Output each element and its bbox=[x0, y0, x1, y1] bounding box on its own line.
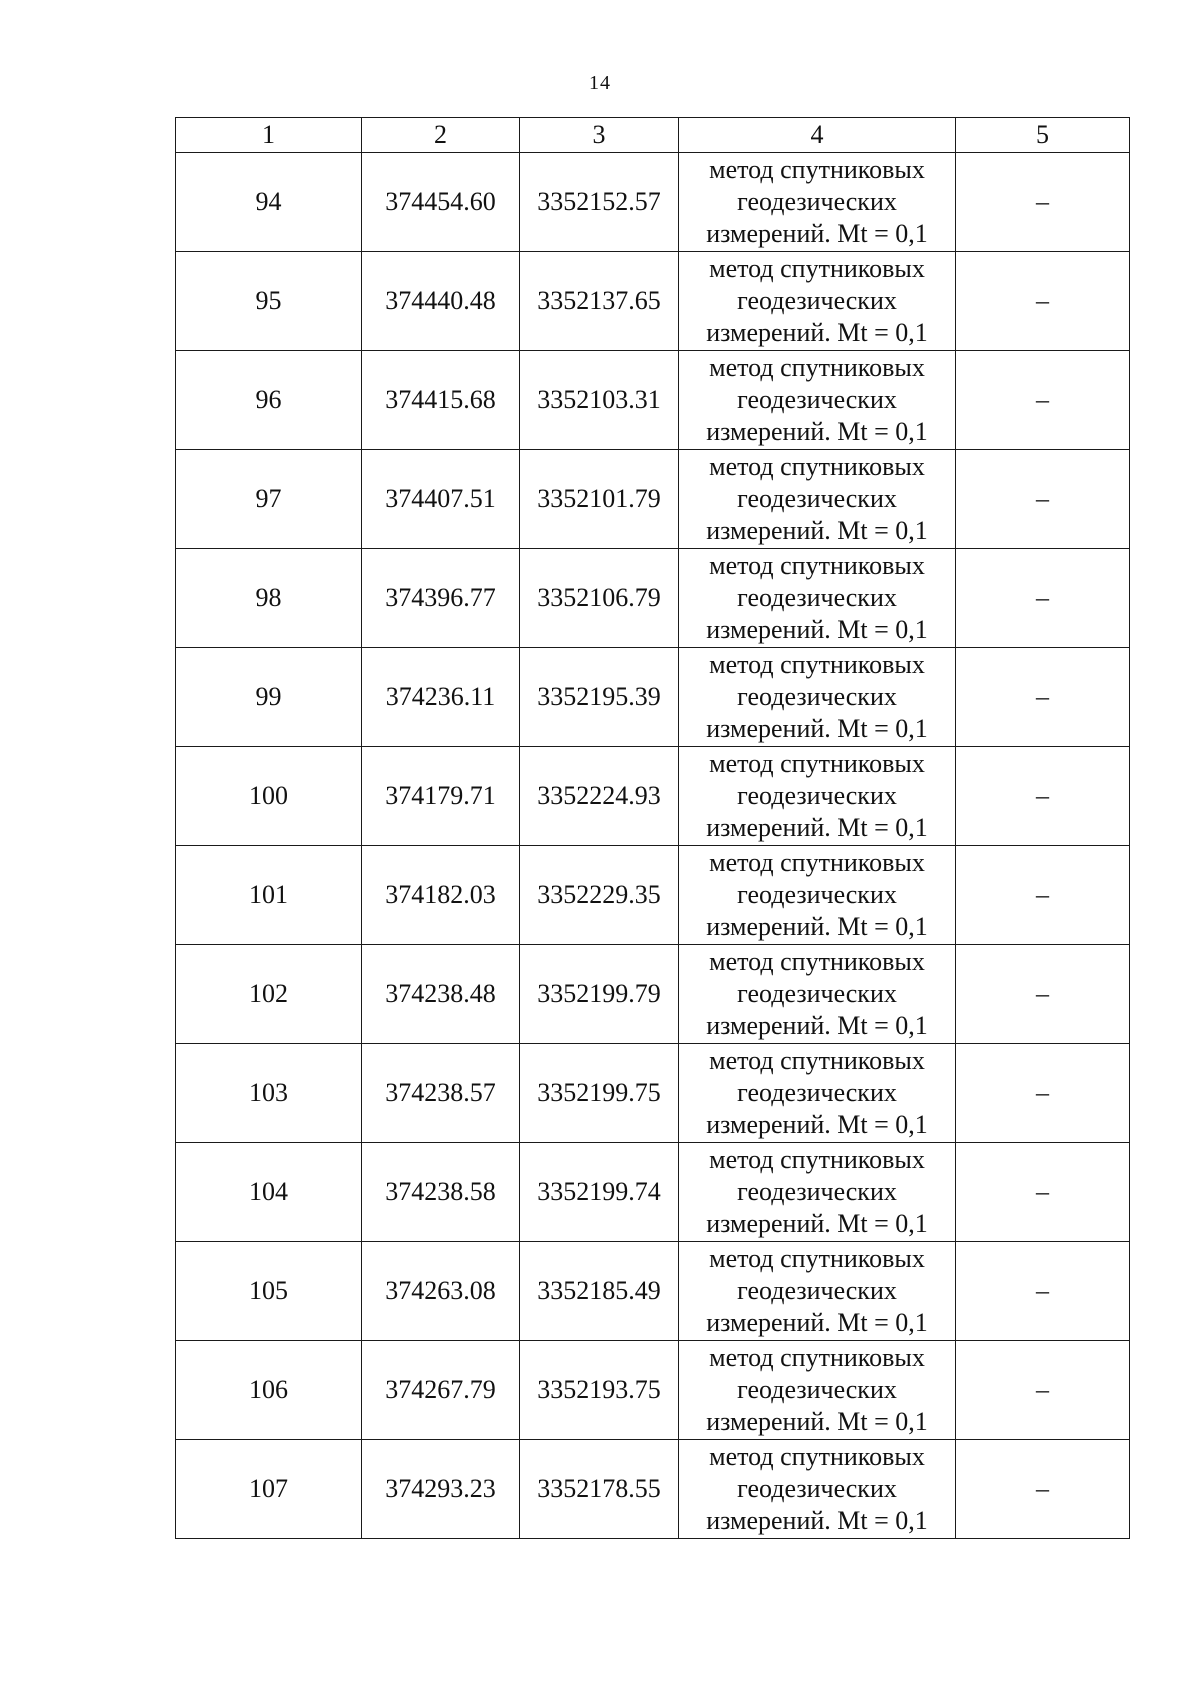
method-cell bbox=[679, 549, 956, 648]
table-header bbox=[176, 118, 1130, 153]
point-number-cell: 96 bbox=[176, 351, 362, 450]
method-cell bbox=[679, 351, 956, 450]
method-cell bbox=[679, 1440, 956, 1539]
table-row bbox=[176, 945, 1130, 1044]
method-line: метод спутниковых bbox=[709, 353, 925, 382]
method-line: измерений. Mt = 0,1 bbox=[706, 219, 928, 248]
table-row bbox=[176, 1143, 1130, 1242]
method-line: метод спутниковых bbox=[709, 452, 925, 481]
x-coordinate-cell: 374415.68 bbox=[362, 351, 520, 450]
header-col-2: 2 bbox=[362, 118, 520, 153]
table-row bbox=[176, 1440, 1130, 1539]
method-line: геодезических bbox=[737, 1474, 897, 1503]
point-number-cell: 104 bbox=[176, 1143, 362, 1242]
x-coordinate-cell: 374179.71 bbox=[362, 747, 520, 846]
x-coordinate-cell: 374238.48 bbox=[362, 945, 520, 1044]
note-cell: – bbox=[956, 1044, 1130, 1143]
table-row bbox=[176, 1242, 1130, 1341]
method-line: геодезических bbox=[737, 880, 897, 909]
y-coordinate-cell: 3352195.39 bbox=[520, 648, 679, 747]
table-row bbox=[176, 450, 1130, 549]
x-coordinate-cell: 374182.03 bbox=[362, 846, 520, 945]
header-col-1: 1 bbox=[176, 118, 362, 153]
y-coordinate-cell: 3352103.31 bbox=[520, 351, 679, 450]
method-line: метод спутниковых bbox=[709, 1343, 925, 1372]
method-line: метод спутниковых bbox=[709, 1244, 925, 1273]
table-row bbox=[176, 1044, 1130, 1143]
x-coordinate-cell: 374267.79 bbox=[362, 1341, 520, 1440]
table-row bbox=[176, 351, 1130, 450]
y-coordinate-cell: 3352224.93 bbox=[520, 747, 679, 846]
method-cell bbox=[679, 1044, 956, 1143]
y-coordinate-cell: 3352199.75 bbox=[520, 1044, 679, 1143]
x-coordinate-cell: 374440.48 bbox=[362, 252, 520, 351]
method-line: метод спутниковых bbox=[709, 947, 925, 976]
note-cell: – bbox=[956, 1341, 1130, 1440]
note-cell: – bbox=[956, 747, 1130, 846]
table-row bbox=[176, 252, 1130, 351]
coordinates-table bbox=[175, 117, 1130, 1539]
point-number-cell: 98 bbox=[176, 549, 362, 648]
method-line: метод спутниковых bbox=[709, 1442, 925, 1471]
point-number-cell: 100 bbox=[176, 747, 362, 846]
table-row bbox=[176, 648, 1130, 747]
note-cell: – bbox=[956, 1143, 1130, 1242]
point-number-cell: 102 bbox=[176, 945, 362, 1044]
method-line: метод спутниковых bbox=[709, 650, 925, 679]
header-col-4: 4 bbox=[679, 118, 956, 153]
point-number-cell: 95 bbox=[176, 252, 362, 351]
table-row bbox=[176, 747, 1130, 846]
table-body bbox=[176, 153, 1130, 1539]
y-coordinate-cell: 3352199.74 bbox=[520, 1143, 679, 1242]
y-coordinate-cell: 3352137.65 bbox=[520, 252, 679, 351]
point-number-cell: 107 bbox=[176, 1440, 362, 1539]
method-line: измерений. Mt = 0,1 bbox=[706, 417, 928, 446]
note-cell: – bbox=[956, 450, 1130, 549]
method-line: измерений. Mt = 0,1 bbox=[706, 714, 928, 743]
method-line: геодезических bbox=[737, 682, 897, 711]
y-coordinate-cell: 3352199.79 bbox=[520, 945, 679, 1044]
point-number-cell: 101 bbox=[176, 846, 362, 945]
method-line: геодезических bbox=[737, 781, 897, 810]
page-number: 14 bbox=[589, 72, 611, 94]
method-line: метод спутниковых bbox=[709, 155, 925, 184]
note-cell: – bbox=[956, 648, 1130, 747]
method-line: метод спутниковых bbox=[709, 551, 925, 580]
method-line: измерений. Mt = 0,1 bbox=[706, 516, 928, 545]
method-line: измерений. Mt = 0,1 bbox=[706, 912, 928, 941]
y-coordinate-cell: 3352193.75 bbox=[520, 1341, 679, 1440]
method-cell bbox=[679, 252, 956, 351]
note-cell: – bbox=[956, 945, 1130, 1044]
header-col-3: 3 bbox=[520, 118, 679, 153]
note-cell: – bbox=[956, 252, 1130, 351]
y-coordinate-cell: 3352101.79 bbox=[520, 450, 679, 549]
method-line: измерений. Mt = 0,1 bbox=[706, 1011, 928, 1040]
method-cell bbox=[679, 1341, 956, 1440]
y-coordinate-cell: 3352178.55 bbox=[520, 1440, 679, 1539]
table-row bbox=[176, 549, 1130, 648]
note-cell: – bbox=[956, 549, 1130, 648]
note-cell: – bbox=[956, 351, 1130, 450]
note-cell: – bbox=[956, 1440, 1130, 1539]
note-cell: – bbox=[956, 1242, 1130, 1341]
note-cell: – bbox=[956, 153, 1130, 252]
method-line: измерений. Mt = 0,1 bbox=[706, 318, 928, 347]
note-cell: – bbox=[956, 846, 1130, 945]
point-number-cell: 99 bbox=[176, 648, 362, 747]
point-number-cell: 105 bbox=[176, 1242, 362, 1341]
method-cell bbox=[679, 450, 956, 549]
header-row bbox=[176, 118, 1130, 153]
point-number-cell: 97 bbox=[176, 450, 362, 549]
method-line: геодезических bbox=[737, 187, 897, 216]
point-number-cell: 106 bbox=[176, 1341, 362, 1440]
method-line: геодезических bbox=[737, 1375, 897, 1404]
method-cell bbox=[679, 153, 956, 252]
method-line: геодезических bbox=[737, 1177, 897, 1206]
table-row bbox=[176, 153, 1130, 252]
method-line: измерений. Mt = 0,1 bbox=[706, 1308, 928, 1337]
method-line: геодезических bbox=[737, 979, 897, 1008]
method-cell bbox=[679, 747, 956, 846]
x-coordinate-cell: 374236.11 bbox=[362, 648, 520, 747]
x-coordinate-cell: 374238.57 bbox=[362, 1044, 520, 1143]
x-coordinate-cell: 374407.51 bbox=[362, 450, 520, 549]
y-coordinate-cell: 3352229.35 bbox=[520, 846, 679, 945]
method-cell bbox=[679, 648, 956, 747]
method-line: геодезических bbox=[737, 583, 897, 612]
method-line: метод спутниковых bbox=[709, 254, 925, 283]
point-number-cell: 94 bbox=[176, 153, 362, 252]
method-line: измерений. Mt = 0,1 bbox=[706, 1209, 928, 1238]
point-number-cell: 103 bbox=[176, 1044, 362, 1143]
method-line: геодезических bbox=[737, 484, 897, 513]
method-line: геодезических bbox=[737, 1078, 897, 1107]
method-cell bbox=[679, 1242, 956, 1341]
y-coordinate-cell: 3352185.49 bbox=[520, 1242, 679, 1341]
header-col-5: 5 bbox=[956, 118, 1130, 153]
x-coordinate-cell: 374454.60 bbox=[362, 153, 520, 252]
method-line: геодезических bbox=[737, 1276, 897, 1305]
table-row bbox=[176, 846, 1130, 945]
method-line: геодезических bbox=[737, 385, 897, 414]
method-line: измерений. Mt = 0,1 bbox=[706, 615, 928, 644]
method-line: измерений. Mt = 0,1 bbox=[706, 1407, 928, 1436]
method-line: измерений. Mt = 0,1 bbox=[706, 813, 928, 842]
method-line: измерений. Mt = 0,1 bbox=[706, 1506, 928, 1535]
method-cell bbox=[679, 945, 956, 1044]
method-cell bbox=[679, 846, 956, 945]
y-coordinate-cell: 3352152.57 bbox=[520, 153, 679, 252]
table-row bbox=[176, 1341, 1130, 1440]
method-line: метод спутниковых bbox=[709, 1145, 925, 1174]
x-coordinate-cell: 374263.08 bbox=[362, 1242, 520, 1341]
y-coordinate-cell: 3352106.79 bbox=[520, 549, 679, 648]
x-coordinate-cell: 374396.77 bbox=[362, 549, 520, 648]
x-coordinate-cell: 374293.23 bbox=[362, 1440, 520, 1539]
x-coordinate-cell: 374238.58 bbox=[362, 1143, 520, 1242]
method-cell bbox=[679, 1143, 956, 1242]
method-line: измерений. Mt = 0,1 bbox=[706, 1110, 928, 1139]
method-line: метод спутниковых bbox=[709, 848, 925, 877]
method-line: геодезических bbox=[737, 286, 897, 315]
method-line: метод спутниковых bbox=[709, 1046, 925, 1075]
method-line: метод спутниковых bbox=[709, 749, 925, 778]
